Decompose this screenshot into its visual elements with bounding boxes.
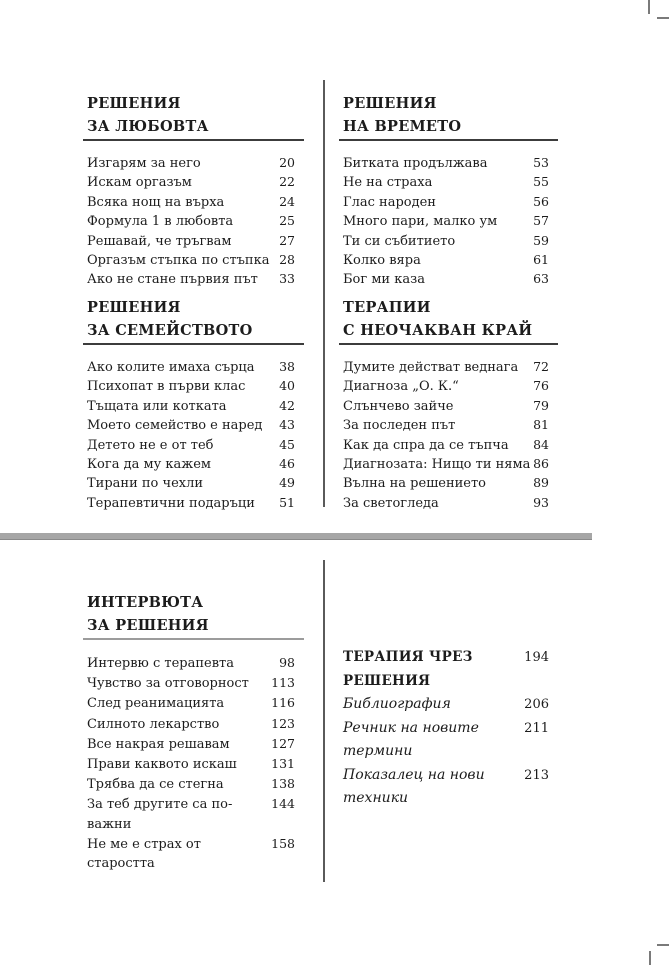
toc-item-page: 59 bbox=[533, 232, 549, 248]
toc-row bbox=[83, 212, 304, 231]
toc-item-page: 194 bbox=[524, 650, 549, 665]
toc-item-title: Силното лекарство bbox=[87, 716, 220, 732]
toc-item-title: Бог ми каза bbox=[343, 272, 425, 288]
toc-item-title: За теб другите са по-важни bbox=[87, 797, 233, 832]
toc-row bbox=[83, 416, 304, 435]
toc-item-title: Искам оргазъм bbox=[87, 175, 192, 191]
toc-item-page: 72 bbox=[533, 359, 549, 374]
toc-row bbox=[83, 754, 304, 774]
toc-item-page: 79 bbox=[533, 397, 549, 413]
toc-item-page: 42 bbox=[279, 397, 295, 413]
section-heading-line: НА ВРЕМЕТО bbox=[343, 118, 462, 135]
heading-rule bbox=[339, 343, 558, 345]
toc-item-title: ТЕРАПИЯ ЧРЕЗ РЕШЕНИЯ bbox=[343, 649, 473, 689]
section-heading bbox=[339, 296, 558, 342]
toc-item-page: 49 bbox=[279, 475, 295, 491]
toc-row bbox=[339, 154, 558, 173]
heading-rule bbox=[339, 139, 558, 141]
section-heading-line: РЕШЕНИЯ bbox=[87, 299, 181, 316]
toc-item-page: 89 bbox=[533, 475, 549, 491]
toc-row bbox=[83, 834, 304, 873]
toc-row bbox=[83, 794, 304, 833]
toc-item-title: За последен път bbox=[343, 418, 456, 434]
toc-item-page: 131 bbox=[271, 756, 295, 772]
toc-item-page: 86 bbox=[533, 456, 549, 472]
toc-item-title: Прави каквото искаш bbox=[87, 757, 237, 773]
toc-item-page: 123 bbox=[271, 715, 295, 731]
toc-row bbox=[83, 232, 304, 251]
toc-item-page: 25 bbox=[279, 213, 295, 229]
toc-row bbox=[339, 251, 558, 270]
toc-row bbox=[83, 377, 304, 396]
section-heading-line: РЕШЕНИЯ bbox=[87, 95, 181, 112]
toc-item-title: След реанимацията bbox=[87, 696, 225, 712]
section-separator-bar bbox=[0, 533, 592, 540]
toc-row bbox=[83, 714, 304, 734]
toc-item-title: Кога да му кажем bbox=[87, 457, 212, 473]
toc-item-title: Диагнозата: Нищо ти няма bbox=[343, 457, 531, 473]
toc-item-title: Всяка нощ на върха bbox=[87, 194, 225, 210]
toc-item-page: 138 bbox=[271, 776, 295, 792]
column-divider-top bbox=[323, 80, 325, 507]
toc-item-title: Глас народен bbox=[343, 194, 436, 210]
toc-item-title: Интервю с терапевта bbox=[87, 656, 234, 671]
toc-item-title: Как да спра да се тъпча bbox=[343, 437, 509, 453]
toc-item-page: 33 bbox=[279, 271, 295, 287]
toc-item-page: 55 bbox=[533, 174, 549, 190]
toc-row bbox=[83, 474, 304, 493]
toc-item-list bbox=[339, 154, 558, 290]
toc-row bbox=[339, 717, 558, 764]
toc-item-title: За светогледа bbox=[343, 495, 439, 511]
toc-item-title: Речник на новите термини bbox=[343, 719, 479, 759]
toc-item-title: Много пари, малко ум bbox=[343, 214, 498, 230]
toc-row bbox=[83, 397, 304, 416]
toc-item-page: 57 bbox=[533, 213, 549, 229]
toc-item-title: Формула 1 в любовта bbox=[87, 214, 234, 230]
section-heading-line: ЗА ЛЮБОВТА bbox=[87, 118, 209, 135]
toc-row bbox=[339, 173, 558, 192]
toc-item-title: Трябва да се стегна bbox=[87, 777, 224, 793]
toc-item-page: 24 bbox=[279, 193, 295, 209]
heading-rule bbox=[83, 139, 304, 141]
toc-item-title: Психопат в първи клас bbox=[87, 379, 246, 395]
column-divider-bottom bbox=[323, 560, 325, 882]
toc-section-time bbox=[339, 92, 558, 290]
toc-item-page: 20 bbox=[279, 155, 295, 170]
toc-row bbox=[83, 270, 304, 289]
toc-item-title: Решавай, че тръгвам bbox=[87, 233, 232, 249]
section-heading bbox=[83, 591, 304, 637]
heading-rule bbox=[83, 343, 304, 345]
toc-row bbox=[83, 774, 304, 794]
toc-row bbox=[339, 377, 558, 396]
toc-section-family bbox=[83, 296, 304, 513]
toc-item-page: 28 bbox=[279, 252, 295, 268]
toc-item-title: Ако колите имаха сърца bbox=[87, 360, 255, 375]
toc-row bbox=[339, 474, 558, 493]
crop-mark-top-right-vertical bbox=[648, 0, 650, 14]
toc-item-title: Показалец на нови техники bbox=[343, 766, 485, 806]
toc-item-page: 51 bbox=[279, 494, 295, 510]
toc-row bbox=[339, 646, 558, 693]
toc-item-title: Все накрая решавам bbox=[87, 736, 230, 752]
toc-item-page: 43 bbox=[279, 417, 295, 433]
toc-item-page: 211 bbox=[524, 720, 549, 736]
section-heading bbox=[339, 92, 558, 138]
toc-item-title: Ако не стане първия път bbox=[87, 272, 258, 288]
toc-row bbox=[339, 764, 558, 811]
toc-item-page: 98 bbox=[279, 655, 295, 670]
crop-mark-top-right-horizontal bbox=[657, 17, 669, 19]
toc-item-page: 61 bbox=[533, 252, 549, 268]
toc-item-page: 56 bbox=[533, 193, 549, 209]
toc-item-title: Колко вяра bbox=[343, 253, 421, 269]
section-heading-line: ТЕРАПИИ bbox=[343, 299, 431, 316]
toc-row bbox=[339, 193, 558, 212]
toc-item-page: 45 bbox=[279, 436, 295, 452]
toc-item-list bbox=[83, 154, 304, 290]
toc-item-page: 127 bbox=[271, 735, 295, 751]
toc-row bbox=[83, 455, 304, 474]
heading-rule bbox=[83, 638, 304, 640]
toc-item-page: 113 bbox=[271, 675, 295, 691]
toc-row bbox=[83, 494, 304, 513]
toc-row bbox=[339, 270, 558, 289]
toc-item-title: Битката продължава bbox=[343, 156, 488, 171]
toc-row bbox=[83, 251, 304, 270]
toc-item-page: 22 bbox=[279, 174, 295, 190]
toc-item-page: 206 bbox=[524, 697, 549, 712]
toc-item-page: 158 bbox=[271, 835, 295, 851]
toc-item-page: 144 bbox=[271, 796, 295, 812]
toc-item-page: 81 bbox=[533, 417, 549, 433]
toc-item-page: 53 bbox=[533, 155, 549, 170]
toc-item-page: 46 bbox=[279, 456, 295, 472]
toc-row bbox=[339, 397, 558, 416]
toc-row bbox=[339, 494, 558, 513]
toc-item-title: Диагноза „О. К.“ bbox=[343, 379, 459, 395]
toc-item-list bbox=[339, 646, 558, 811]
toc-section-therapies bbox=[339, 296, 558, 513]
toc-section-interviews bbox=[83, 591, 304, 873]
toc-row bbox=[83, 734, 304, 754]
toc-row bbox=[339, 232, 558, 251]
toc-item-page: 116 bbox=[271, 695, 295, 711]
toc-item-title: Не на страха bbox=[343, 175, 433, 191]
toc-item-title: Тирани по чехли bbox=[87, 476, 204, 492]
crop-mark-bottom-right-vertical bbox=[649, 951, 651, 965]
toc-item-list bbox=[83, 653, 304, 873]
toc-row bbox=[339, 693, 558, 717]
toc-row bbox=[339, 436, 558, 455]
toc-item-list bbox=[339, 358, 558, 513]
toc-row bbox=[83, 154, 304, 173]
toc-row bbox=[339, 455, 558, 474]
toc-item-title: Моето семейство е наред bbox=[87, 418, 263, 434]
toc-item-title: Думите действат веднага bbox=[343, 360, 519, 375]
toc-row bbox=[339, 416, 558, 435]
toc-item-list bbox=[83, 358, 304, 513]
toc-item-page: 40 bbox=[279, 378, 295, 394]
toc-item-title: Чувство за отговорност bbox=[87, 676, 249, 692]
toc-item-title: Изгарям за него bbox=[87, 156, 201, 171]
toc-item-title: Вълна на решението bbox=[343, 476, 487, 492]
toc-item-page: 38 bbox=[279, 359, 295, 374]
toc-item-page: 63 bbox=[533, 271, 549, 287]
section-heading-line: ИНТЕРВЮТА bbox=[87, 594, 204, 611]
toc-item-page: 27 bbox=[279, 232, 295, 248]
toc-item-page: 213 bbox=[524, 767, 549, 783]
toc-row bbox=[83, 653, 304, 673]
toc-row bbox=[339, 212, 558, 231]
toc-row bbox=[83, 193, 304, 212]
toc-section-endmatter bbox=[339, 646, 558, 811]
section-heading bbox=[83, 296, 304, 342]
toc-row bbox=[339, 358, 558, 377]
toc-item-title: Библиография bbox=[343, 696, 451, 712]
toc-item-page: 84 bbox=[533, 436, 549, 452]
section-heading-line: ЗА СЕМЕЙСТВОТО bbox=[87, 322, 253, 339]
toc-item-title: Ти си събитието bbox=[343, 233, 456, 249]
section-heading-line: РЕШЕНИЯ bbox=[343, 95, 437, 112]
toc-row bbox=[83, 693, 304, 713]
section-heading-line: ЗА РЕШЕНИЯ bbox=[87, 617, 209, 634]
toc-item-page: 76 bbox=[533, 378, 549, 394]
toc-item-title: Тъщата или котката bbox=[87, 398, 227, 414]
toc-item-title: Слънчево зайче bbox=[343, 398, 454, 414]
toc-item-title: Терапевтични подаръци bbox=[87, 495, 255, 511]
toc-item-title: Оргазъм стъпка по стъпка bbox=[87, 253, 270, 269]
toc-section-love bbox=[83, 92, 304, 290]
toc-row bbox=[83, 673, 304, 693]
section-heading bbox=[83, 92, 304, 138]
toc-row bbox=[83, 436, 304, 455]
toc-item-page: 93 bbox=[533, 494, 549, 510]
toc-item-title: Не ме е страх от старостта bbox=[87, 836, 201, 872]
toc-row bbox=[83, 173, 304, 192]
crop-mark-bottom-right-horizontal bbox=[657, 944, 669, 946]
section-heading-line: С НЕОЧАКВАН КРАЙ bbox=[343, 322, 533, 339]
toc-row bbox=[83, 358, 304, 377]
toc-item-title: Детето не е от теб bbox=[87, 437, 214, 453]
